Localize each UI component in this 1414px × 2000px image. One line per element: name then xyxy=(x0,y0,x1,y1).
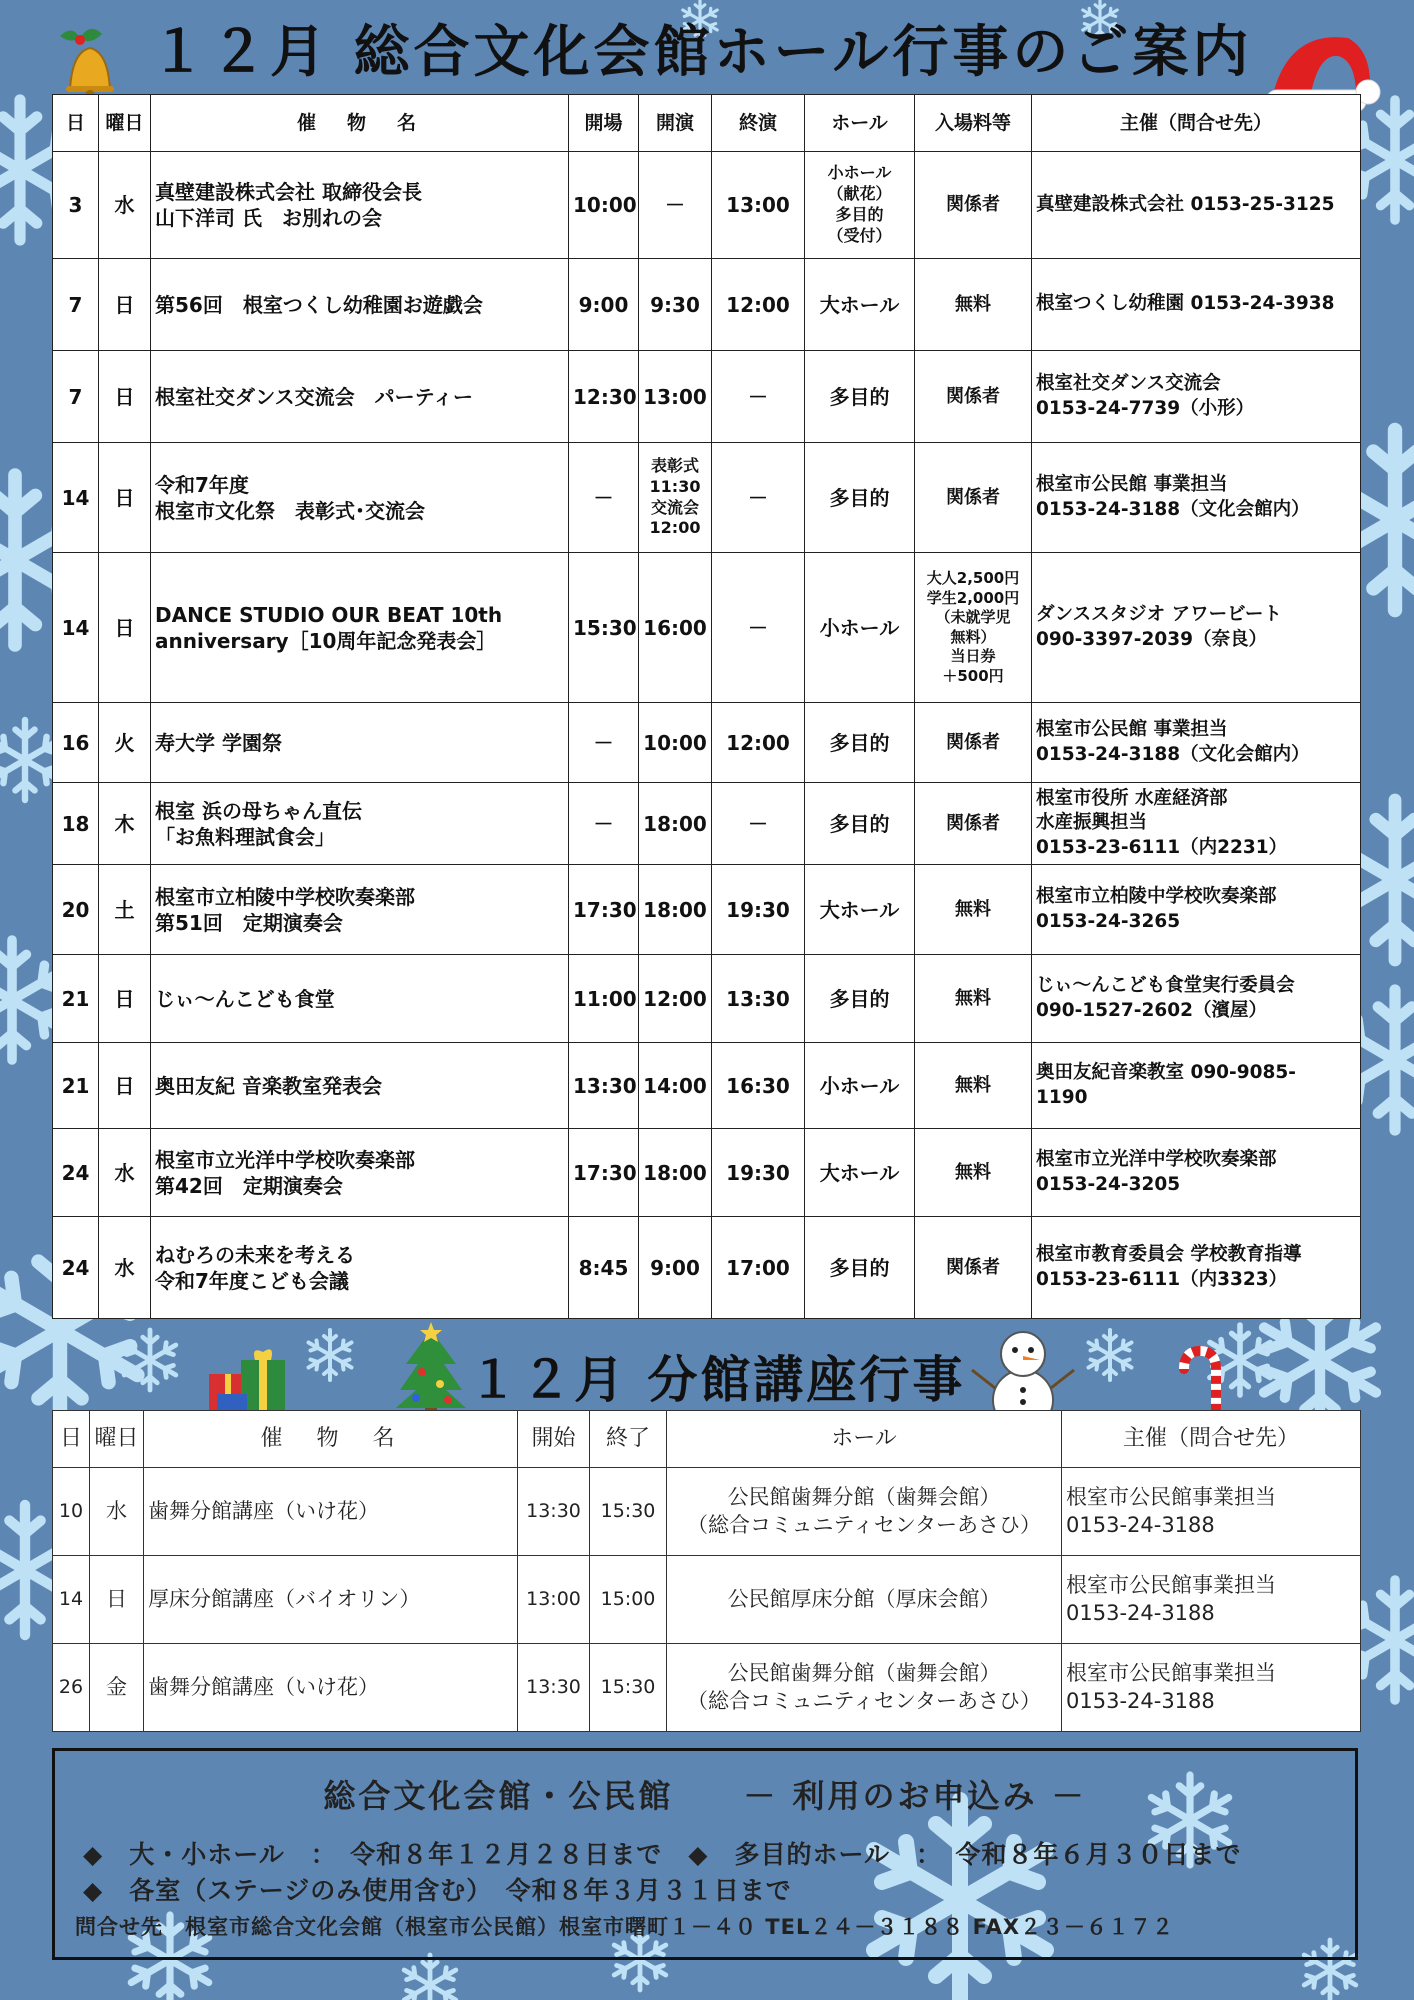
table-row xyxy=(53,1644,1361,1732)
cell-hall: 公民館歯舞分館（歯舞会館） （総合コミュニティセンターあさひ） xyxy=(667,1644,1062,1732)
cell-open: 15:30 xyxy=(569,553,639,703)
cell-day: 14 xyxy=(53,443,99,553)
col-start: 開始 xyxy=(518,1411,590,1468)
col-hall: ホール xyxy=(805,95,915,152)
cell-day: 20 xyxy=(53,865,99,955)
cell-org: ダンススタジオ アワービート 090-3397-2039（奈良） xyxy=(1032,553,1361,703)
cell-end: 13:30 xyxy=(712,955,805,1043)
notice-contact: 問合せ先 根室市総合文化会館（根室市公民館）根室市曙町１－４０ TEL２４－３１８８ FAX２３－６１７２ xyxy=(75,1915,1175,1939)
cell-day: 7 xyxy=(53,351,99,443)
table-header xyxy=(53,95,1361,152)
cell-name: 根室市立光洋中学校吹奏楽部 第42回 定期演奏会 xyxy=(151,1129,569,1217)
cell-org: 根室社交ダンス交流会 0153-24-7739（小形） xyxy=(1032,351,1361,443)
cell-fee: 無料 xyxy=(915,1129,1032,1217)
cell-day: 16 xyxy=(53,703,99,783)
cell-org: 根室つくし幼稚園 0153-24-3938 xyxy=(1032,259,1361,351)
col-hall: ホール xyxy=(667,1411,1062,1468)
cell-hall: 多目的 xyxy=(805,955,915,1043)
cell-fee: 無料 xyxy=(915,955,1032,1043)
col-org: 主催（問合せ先） xyxy=(1032,95,1361,152)
cell-start: 12:00 xyxy=(639,955,712,1043)
cell-end: 19:30 xyxy=(712,865,805,955)
table-row xyxy=(53,703,1361,783)
cell-name: 根室市立柏陵中学校吹奏楽部 第51回 定期演奏会 xyxy=(151,865,569,955)
snowflake-icon xyxy=(1089,1330,1132,1380)
cell-end: 17:00 xyxy=(712,1217,805,1319)
cell-day: 21 xyxy=(53,955,99,1043)
cell-open: － xyxy=(569,703,639,783)
cell-dow: 日 xyxy=(99,1043,151,1129)
cell-name: 根室社交ダンス交流会 パーティー xyxy=(151,351,569,443)
cell-hall: 大ホール xyxy=(805,865,915,955)
snowflake-icon xyxy=(309,1330,352,1380)
cell-start: 18:00 xyxy=(639,783,712,865)
col-name: 催 物 名 xyxy=(144,1411,518,1468)
cell-name: 歯舞分館講座（いけ花） xyxy=(144,1468,518,1556)
cell-start: － xyxy=(639,152,712,259)
snowflake-icon xyxy=(124,1330,176,1390)
cell-end: 12:00 xyxy=(712,703,805,783)
table-row xyxy=(53,865,1361,955)
col-start: 開演 xyxy=(639,95,712,152)
candy-cane-icon xyxy=(1172,1345,1224,1415)
table-row xyxy=(53,955,1361,1043)
cell-day: 3 xyxy=(53,152,99,259)
cell-open: － xyxy=(569,443,639,553)
col-end: 終演 xyxy=(712,95,805,152)
cell-fee: 無料 xyxy=(915,1043,1032,1129)
cell-hall: 公民館歯舞分館（歯舞会館） （総合コミュニティセンターあさひ） xyxy=(667,1468,1062,1556)
cell-day: 24 xyxy=(53,1129,99,1217)
cell-fee: 関係者 xyxy=(915,443,1032,553)
col-end: 終了 xyxy=(590,1411,667,1468)
notice-hall-deadline: ◆ 大・小ホール ： 令和８年１２月２８日まで ◆ 多目的ホール ： 令和８年６月３０日まで xyxy=(83,1840,1242,1869)
page-title: １２月 総合文化会館ホール行事のご案内 xyxy=(150,20,1253,85)
cell-end: － xyxy=(712,783,805,865)
cell-day: 18 xyxy=(53,783,99,865)
cell-fee: 大人2,500円 学生2,000円 （未就学児 無料） 当日券 ＋500円 xyxy=(915,553,1032,703)
cell-dow: 水 xyxy=(90,1468,144,1556)
col-open: 開場 xyxy=(569,95,639,152)
cell-start: 13:00 xyxy=(639,351,712,443)
application-notice xyxy=(52,1748,1358,1960)
col-dow: 曜日 xyxy=(90,1411,144,1468)
cell-start: 13:30 xyxy=(518,1468,590,1556)
table-row xyxy=(53,1129,1361,1217)
col-day: 日 xyxy=(53,1411,90,1468)
cell-end: 16:30 xyxy=(712,1043,805,1129)
cell-start: 13:30 xyxy=(518,1644,590,1732)
cell-open: 10:00 xyxy=(569,152,639,259)
cell-org: 根室市公民館 事業担当 0153-24-3188（文化会館内） xyxy=(1032,443,1361,553)
cell-open: 12:30 xyxy=(569,351,639,443)
cell-dow: 水 xyxy=(99,1129,151,1217)
cell-name: 真壁建設株式会社 取締役会長 山下洋司 氏 お別れの会 xyxy=(151,152,569,259)
cell-org: 根室市教育委員会 学校教育指導 0153-23-6111（内3323） xyxy=(1032,1217,1361,1319)
table-row xyxy=(53,553,1361,703)
branch-lecture-table xyxy=(52,1410,1361,1732)
cell-name: 第56回 根室つくし幼稚園お遊戯会 xyxy=(151,259,569,351)
cell-name: 令和7年度 根室市文化祭 表彰式･交流会 xyxy=(151,443,569,553)
notice-heading: 総合文化会館・公民館 － 利用のお申込み － xyxy=(323,1777,1087,1815)
cell-dow: 日 xyxy=(99,351,151,443)
cell-open: 17:30 xyxy=(569,865,639,955)
cell-end: － xyxy=(712,443,805,553)
table-row xyxy=(53,1556,1361,1644)
cell-org: 根室市公民館 事業担当 0153-24-3188（文化会館内） xyxy=(1032,703,1361,783)
cell-hall: 多目的 xyxy=(805,1217,915,1319)
col-org: 主催（問合せ先） xyxy=(1062,1411,1361,1468)
cell-dow: 土 xyxy=(99,865,151,955)
cell-name: 歯舞分館講座（いけ花） xyxy=(144,1644,518,1732)
cell-fee: 関係者 xyxy=(915,783,1032,865)
bell-icon xyxy=(50,22,130,100)
cell-end: 15:30 xyxy=(590,1644,667,1732)
cell-org: 根室市公民館事業担当 0153-24-3188 xyxy=(1062,1468,1361,1556)
cell-name: ねむろの未来を考える 令和7年度こども会議 xyxy=(151,1217,569,1319)
cell-open: 17:30 xyxy=(569,1129,639,1217)
col-name: 催 物 名 xyxy=(151,95,569,152)
cell-hall: 大ホール xyxy=(805,1129,915,1217)
cell-dow: 日 xyxy=(99,259,151,351)
cell-hall: 小ホール xyxy=(805,1043,915,1129)
cell-name: 根室 浜の母ちゃん直伝 「お魚料理試食会」 xyxy=(151,783,569,865)
cell-org: 根室市役所 水産経済部 水産振興担当 0153-23-6111（内2231） xyxy=(1032,783,1361,865)
snowflake-icon xyxy=(0,720,59,800)
cell-org: 根室市公民館事業担当 0153-24-3188 xyxy=(1062,1556,1361,1644)
cell-day: 21 xyxy=(53,1043,99,1129)
table-row xyxy=(53,351,1361,443)
col-dow: 曜日 xyxy=(99,95,151,152)
cell-start: 14:00 xyxy=(639,1043,712,1129)
cell-end: 13:00 xyxy=(712,152,805,259)
cell-day: 14 xyxy=(53,553,99,703)
cell-day: 26 xyxy=(53,1644,90,1732)
cell-hall: 多目的 xyxy=(805,443,915,553)
cell-fee: 関係者 xyxy=(915,152,1032,259)
cell-name: 奥田友紀 音楽教室発表会 xyxy=(151,1043,569,1129)
notice-room-deadline: ◆ 各室（ステージのみ使用含む） 令和８年３月３１日まで xyxy=(83,1876,792,1905)
cell-dow: 日 xyxy=(99,443,151,553)
cell-hall: 大ホール xyxy=(805,259,915,351)
cell-hall: 小ホール （献花） 多目的 （受付） xyxy=(805,152,915,259)
table-row xyxy=(53,259,1361,351)
cell-org: じぃ～んこども食堂実行委員会 090-1527-2602（濱屋） xyxy=(1032,955,1361,1043)
cell-fee: 関係者 xyxy=(915,351,1032,443)
table-row xyxy=(53,152,1361,259)
cell-end: － xyxy=(712,553,805,703)
cell-end: 19:30 xyxy=(712,1129,805,1217)
cell-org: 奥田友紀音楽教室 090-9085- 1190 xyxy=(1032,1043,1361,1129)
cell-dow: 水 xyxy=(99,1217,151,1319)
cell-org: 根室市立光洋中学校吹奏楽部 0153-24-3205 xyxy=(1032,1129,1361,1217)
snowflake-icon xyxy=(404,1955,456,2000)
cell-name: DANCE STUDIO OUR BEAT 10th anniversary［10周年記念発表会］ xyxy=(151,553,569,703)
cell-start: 10:00 xyxy=(639,703,712,783)
event-table xyxy=(52,94,1361,1319)
cell-start: 9:00 xyxy=(639,1217,712,1319)
table-row xyxy=(53,1217,1361,1319)
cell-end: 12:00 xyxy=(712,259,805,351)
cell-fee: 関係者 xyxy=(915,703,1032,783)
cell-fee: 無料 xyxy=(915,865,1032,955)
cell-dow: 金 xyxy=(90,1644,144,1732)
cell-hall: 小ホール xyxy=(805,553,915,703)
cell-org: 真壁建設株式会社 0153-25-3125 xyxy=(1032,152,1361,259)
cell-dow: 日 xyxy=(99,553,151,703)
col-day: 日 xyxy=(53,95,99,152)
cell-org: 根室市公民館事業担当 0153-24-3188 xyxy=(1062,1644,1361,1732)
cell-dow: 日 xyxy=(90,1556,144,1644)
table-row xyxy=(53,443,1361,553)
cell-fee: 関係者 xyxy=(915,1217,1032,1319)
cell-start: 16:00 xyxy=(639,553,712,703)
cell-start: 18:00 xyxy=(639,865,712,955)
cell-end: 15:00 xyxy=(590,1556,667,1644)
cell-start: 13:00 xyxy=(518,1556,590,1644)
table-header xyxy=(53,1411,1361,1468)
cell-hall: 多目的 xyxy=(805,783,915,865)
table-row xyxy=(53,1043,1361,1129)
cell-open: － xyxy=(569,783,639,865)
cell-dow: 日 xyxy=(99,955,151,1043)
table-row xyxy=(53,783,1361,865)
cell-day: 7 xyxy=(53,259,99,351)
cell-open: 8:45 xyxy=(569,1217,639,1319)
cell-hall: 公民館厚床分館（厚床会館） xyxy=(667,1556,1062,1644)
cell-start: 表彰式 11:30 交流会 12:00 xyxy=(639,443,712,553)
cell-name: じぃ～んこども食堂 xyxy=(151,955,569,1043)
cell-fee: 無料 xyxy=(915,259,1032,351)
cell-open: 11:00 xyxy=(569,955,639,1043)
cell-dow: 火 xyxy=(99,703,151,783)
cell-org: 根室市立柏陵中学校吹奏楽部 0153-24-3265 xyxy=(1032,865,1361,955)
cell-open: 9:00 xyxy=(569,259,639,351)
cell-dow: 木 xyxy=(99,783,151,865)
section-title: １２月 分館講座行事 xyxy=(468,1351,966,1409)
cell-day: 24 xyxy=(53,1217,99,1319)
cell-end: 15:30 xyxy=(590,1468,667,1556)
christmas-tree-icon xyxy=(392,1322,470,1418)
cell-open: 13:30 xyxy=(569,1043,639,1129)
cell-start: 18:00 xyxy=(639,1129,712,1217)
cell-hall: 多目的 xyxy=(805,351,915,443)
col-fee: 入場料等 xyxy=(915,95,1032,152)
cell-day: 14 xyxy=(53,1556,90,1644)
cell-name: 厚床分館講座（バイオリン） xyxy=(144,1556,518,1644)
table-row xyxy=(53,1468,1361,1556)
cell-day: 10 xyxy=(53,1468,90,1556)
cell-hall: 多目的 xyxy=(805,703,915,783)
cell-end: － xyxy=(712,351,805,443)
cell-name: 寿大学 学園祭 xyxy=(151,703,569,783)
gift-icon xyxy=(205,1338,290,1420)
cell-start: 9:30 xyxy=(639,259,712,351)
cell-dow: 水 xyxy=(99,152,151,259)
